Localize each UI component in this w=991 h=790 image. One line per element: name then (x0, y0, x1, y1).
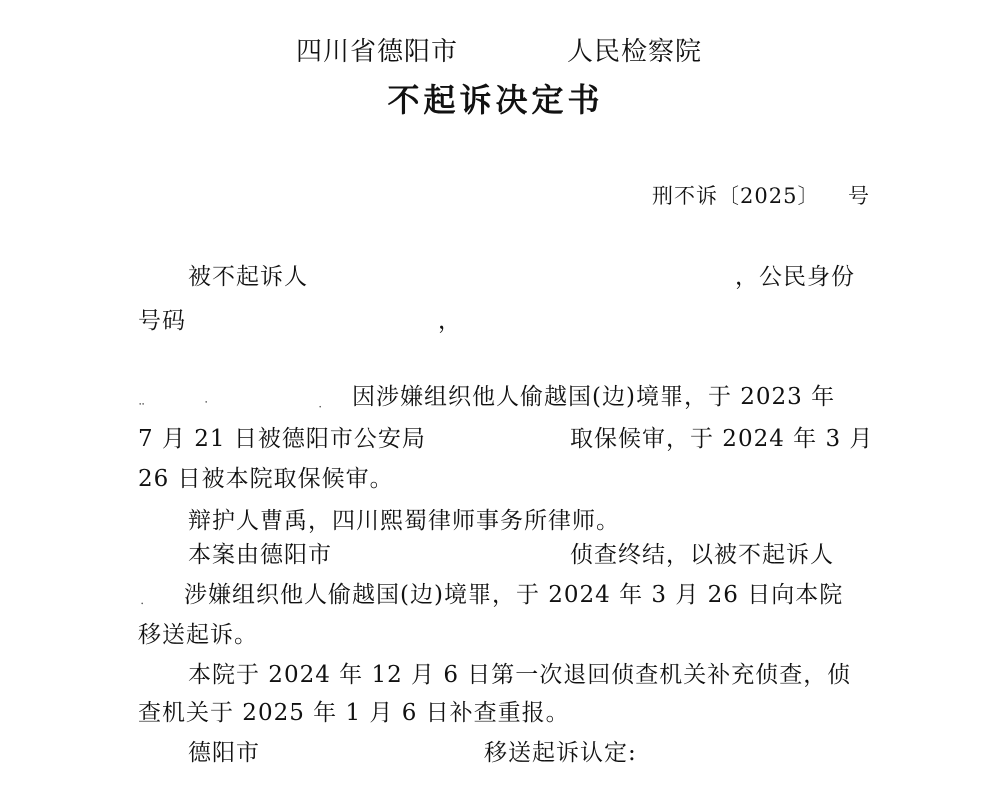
case-origin-text-3: 涉嫌组织他人偷越国(边)境罪，于 2024 年 3 月 26 日向本院 (184, 582, 844, 608)
id-number-label-cont: 号码 (138, 308, 186, 334)
supplementary-investigation-text-2: 查机关于 2025 年 1 月 6 日补查重报。 (138, 700, 570, 726)
procuratorate-name-left: 四川省德阳市 (296, 37, 459, 67)
redaction-mark: ⠂ (318, 403, 326, 414)
findings-intro-text-2: 移送起诉认定: (484, 740, 637, 766)
custody-text-2: 取保候审，于 2024 年 3 月 (570, 426, 874, 452)
findings-intro-text-1: 德阳市 (188, 740, 260, 766)
redaction-mark: ⠄ (140, 597, 148, 608)
custody-text-3: 26 日被本院取保候审。 (138, 466, 394, 492)
case-origin-text-2: 侦查终结，以被不起诉人 (570, 542, 834, 568)
supplementary-investigation-text-1: 本院于 2024 年 12 月 6 日第一次退回侦查机关补充侦查，侦 (188, 662, 852, 688)
document-title: 不起诉决定书 (387, 81, 604, 119)
redaction-mark: ⠉ (138, 403, 146, 414)
id-number-label: ，公民身份 (735, 264, 855, 290)
case-origin-text-4: 移送起诉。 (138, 622, 258, 648)
comma-text: ， (438, 308, 462, 334)
defense-counsel-text: 辩护人曹禹，四川熙蜀律师事务所律师。 (188, 508, 620, 534)
document-number-suffix: 号 (848, 184, 870, 208)
redaction-mark: ⠁ (204, 401, 212, 412)
defendant-label: 被不起诉人 (188, 264, 308, 290)
document-number-prefix: 刑不诉〔2025〕 (652, 184, 820, 208)
procuratorate-name-right: 人民检察院 (567, 37, 703, 67)
case-origin-text-1: 本案由德阳市 (188, 542, 332, 568)
custody-text-1: 7 月 21 日被德阳市公安局 (138, 426, 426, 452)
charge-text: 因涉嫌组织他人偷越国(边)境罪，于 2023 年 (352, 384, 836, 410)
